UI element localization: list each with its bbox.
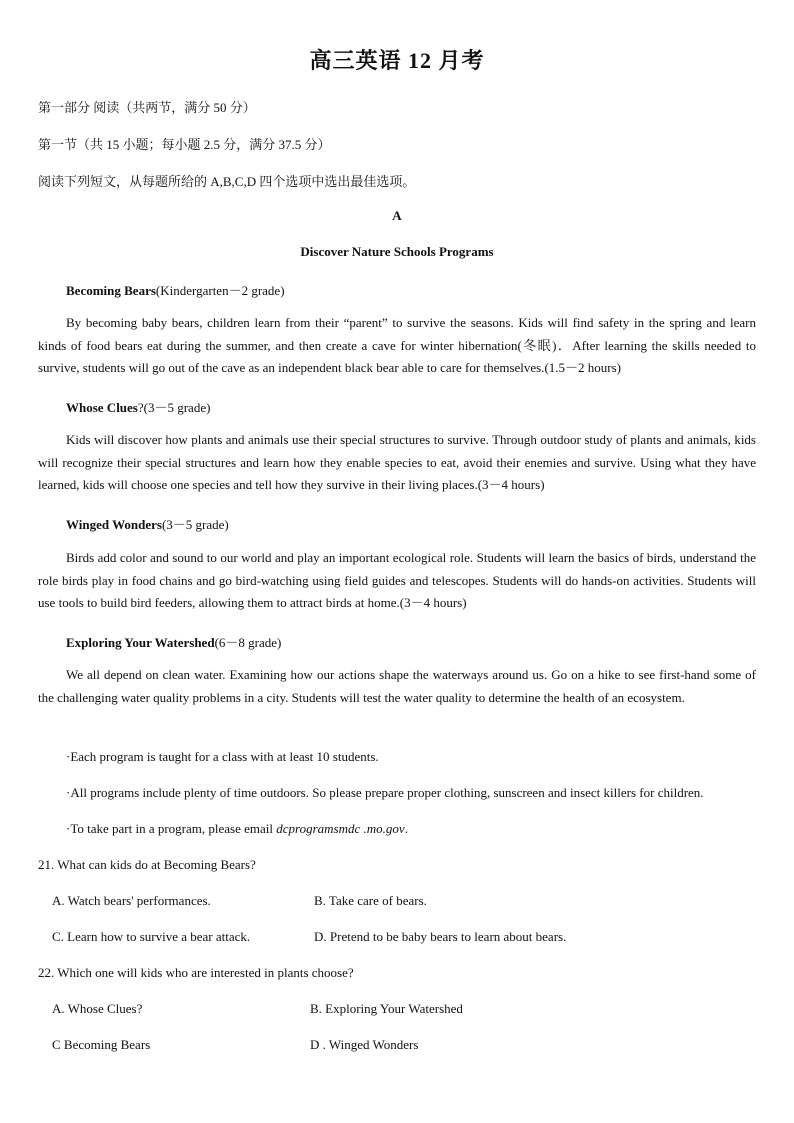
program-grade: (6－8 grade) — [214, 635, 282, 650]
option-a: A. Watch bears' performances. — [52, 893, 211, 908]
option-d: D. Pretend to be baby bears to learn about bears. — [314, 929, 567, 944]
note-email-suffix: . — [404, 821, 408, 836]
program-grade: (Kindergarten－2 grade) — [155, 283, 285, 298]
option-b: B. Exploring Your Watershed — [310, 1001, 463, 1016]
program-grade: (3－5 grade) — [161, 517, 229, 532]
note-email-prefix: ·To take part in a program, please email — [66, 821, 277, 836]
program-heading — [66, 632, 281, 651]
instruction-text: 阅读下列短文，从每题所给的 A,B,C,D 四个选项中选出最佳选项。 — [38, 174, 416, 189]
program-description: We all depend on clean water. Examining how our actions shape the waterways around us. Go on a hike to see first-hand some of the challenging water quality problems in a city. Students will test the water quality to determine the health of an ecosystem. — [38, 667, 756, 705]
option-a: A. Whose Clues? — [52, 1001, 143, 1016]
program-name: Becoming Bears — [66, 283, 156, 298]
note-email — [66, 821, 408, 837]
program-name: Winged Wonders — [66, 517, 162, 532]
option-c: C Becoming Bears — [52, 1037, 151, 1052]
program-name: Whose Clues — [66, 400, 138, 415]
option-b: B. Take care of bears. — [314, 893, 427, 908]
email-link[interactable]: dcprogramsmdc .mo.gov — [276, 821, 405, 836]
program-heading — [66, 514, 229, 533]
question-stem: 21. What can kids do at Becoming Bears? — [38, 857, 256, 872]
option-c: C. Learn how to survive a bear attack. — [52, 929, 251, 944]
program-description: Kids will discover how plants and animals use their special structures to survive. Through outdoor study of plants and animals, kids will recognize their special structures and learn how they enable species to eat, avoid their enemies and survive. Using what they have learned, kids will choose one species and tell how they survive in their living places.(3－4 hours) — [38, 432, 756, 492]
program-heading — [66, 397, 210, 416]
option-d: D . Winged Wonders — [310, 1037, 419, 1052]
program-name: Exploring Your Watershed — [66, 635, 215, 650]
section-heading: 第一节（共 15 小题；每小题 2.5 分，满分 37.5 分） — [38, 137, 331, 152]
question-stem: 22. Which one will kids who are interested in plants choose? — [38, 965, 354, 980]
program-description: By becoming baby bears, children learn from their “parent” to survive the seasons. Kids will find safety in the spring and learn kinds of food bears eat during the summer, and then create a cave for winter hibernation(冬眠)．After learning the skills needed to survive, students will go out of the cave as an independent black bear able to care for themselves.(1.5－2 hours) — [38, 315, 756, 375]
part-heading: 第一部分 阅读（共两节，满分 50 分） — [38, 100, 256, 115]
passage-title: Discover Nature Schools Programs — [300, 244, 494, 259]
passage-letter: A — [392, 208, 402, 223]
program-heading — [66, 280, 285, 299]
program-grade: ?(3－5 grade) — [137, 400, 211, 415]
note-class-size: ·Each program is taught for a class with at least 10 students. — [66, 749, 379, 764]
page-title: 高三英语 12 月考 — [309, 48, 485, 73]
program-description: Birds add color and sound to our world and play an important ecological role. Students will learn the basics of birds, understand the role birds play in food chains and go bird-watching using field guides and telescopes. Students will do hands-on activities. Students will use tools to build bird feeders, allowing them to attract birds at home.(3－4 hours) — [38, 550, 756, 610]
note-outdoors: ·All programs include plenty of time outdoors. So please prepare proper clothing, sunscreen and insect killers for children. — [66, 785, 704, 800]
